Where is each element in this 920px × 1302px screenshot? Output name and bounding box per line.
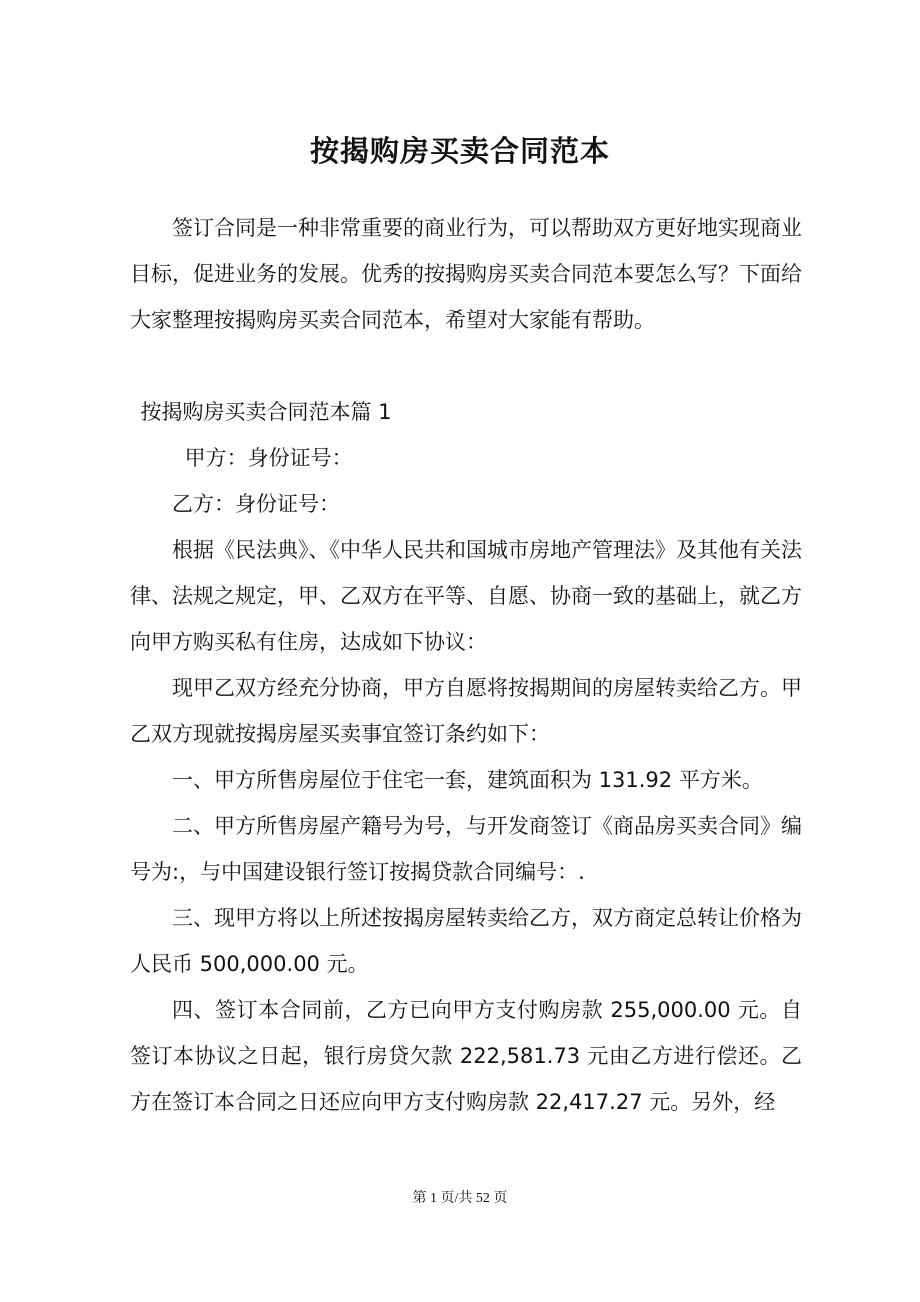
clause-1: 一、甲方所售房屋位于住宅一套，建筑面积为 131.92 平方米。	[172, 768, 763, 792]
intro-paragraph: 签订合同是一种非常重要的商业行为，可以帮助双方更好地实现商业目标，促进业务的发展。优秀的按揭购房买卖合同范本要怎么写？下面给大家整理按揭购房买卖合同范本，希望对大家能有帮助。	[130, 216, 802, 332]
party-a-line: 甲方：身份证号：	[184, 446, 353, 470]
legal-basis-paragraph: 根据《民法典》、《中华人民共和国城市房地产管理法》及其他有关法律、法规之规定，甲、乙双方在平等、自愿、协商一致的基础上，就乙方向甲方购买私有住房，达成如下协议：	[130, 538, 802, 654]
page-indicator: 第 1 页/共 52 页	[412, 1191, 508, 1206]
clause-3: 三、现甲方将以上所述按揭房屋转卖给乙方，双方商定总转让价格为人民币 500,000.00 元。	[130, 906, 802, 976]
party-b-line: 乙方：身份证号：	[172, 492, 340, 516]
section-heading: 按揭购房买卖合同范本篇 1	[140, 400, 392, 424]
clause-4: 四、签订本合同前，乙方已向甲方支付购房款 255,000.00 元。自签订本协议之日起，银行房贷欠款 222,581.73 元由乙方进行偿还。乙方在签订本合同之日还应向甲方支付购房款 22,417.27 元。另外，经	[130, 998, 802, 1114]
document-body	[130, 205, 802, 1125]
document-title: 按揭购房买卖合同范本	[309, 134, 610, 168]
clause-2: 二、甲方所售房屋产籍号为号，与开发商签订《商品房买卖合同》编号为:，与中国建设银行签订按揭贷款合同编号：.	[130, 814, 802, 884]
agreement-paragraph: 现甲乙双方经充分协商，甲方自愿将按揭期间的房屋转卖给乙方。甲乙双方现就按揭房屋买卖事宜签订条约如下：	[130, 676, 802, 746]
